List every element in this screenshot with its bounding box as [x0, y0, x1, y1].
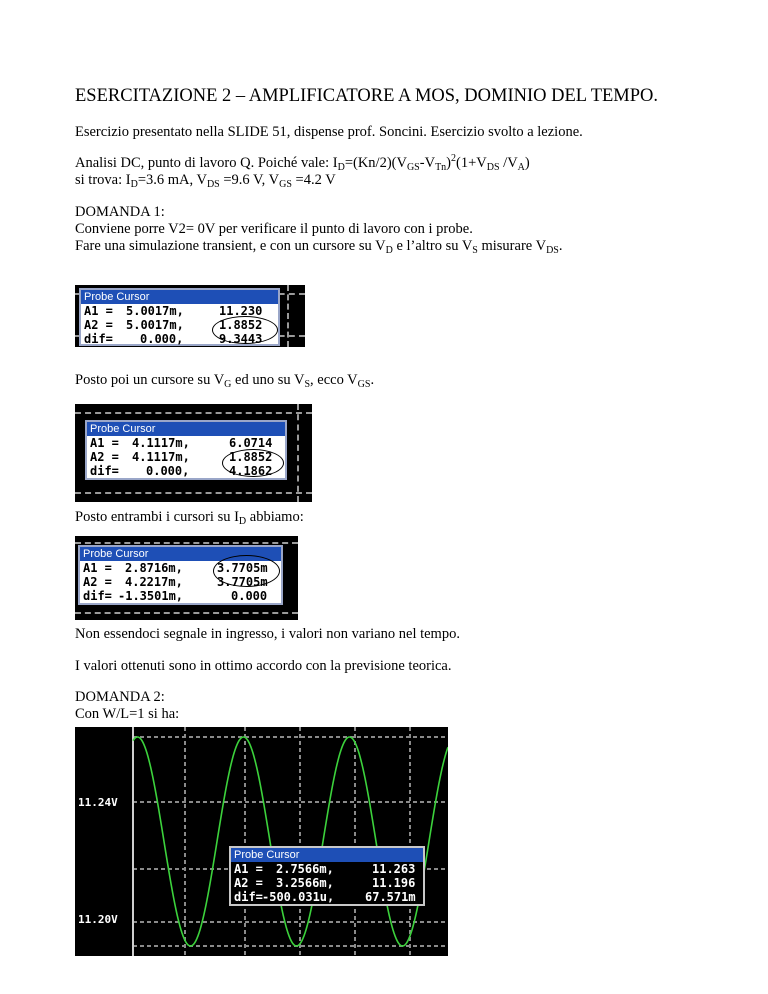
cursor-row-dif: dif= -1.3501m, 0.000 — [83, 589, 268, 603]
question-1-heading: DOMANDA 1: — [75, 204, 165, 220]
page-title: ESERCITAZIONE 2 – AMPLIFICATORE A MOS, DOMINIO DEL TEMPO. — [75, 86, 659, 106]
cursor-row-a1: A1 = 4.1117m, 6.0714 — [90, 436, 273, 450]
highlight-circle — [212, 316, 278, 344]
analysis-line-1: Analisi DC, punto di lavoro Q. Poiché vale: $I_D=(Kn/2)(V_{GS}-V_{Tn})^2(1+V_{DS}$ $/V_A$) — [75, 153, 530, 173]
highlight-circle — [213, 555, 280, 587]
probe-cursor-panel — [85, 420, 287, 480]
cursor-row-dif: dif= -500.031u, 67.571m — [234, 890, 416, 904]
probe-cursor-title: Probe Cursor — [231, 848, 423, 862]
probe-cursor-panel — [78, 545, 283, 605]
waveform-screenshot — [75, 727, 448, 956]
question-2-line-1: Con W/L=1 si ha: — [75, 706, 180, 722]
question-2-heading: DOMANDA 2: — [75, 689, 165, 705]
probe-cursor-title: Probe Cursor — [81, 290, 278, 304]
cursor-row-a2: A2 = 3.2566m, 11.196 — [234, 876, 416, 890]
highlight-circle — [222, 449, 284, 477]
probe-cursor-screenshot-1 — [75, 285, 305, 347]
question-1-line-2: Fare una simulazione transient, e con un cursore su $V_D$ e l’altro su $V_S$ misurare $V_{DS}$. — [75, 238, 563, 256]
note-no-signal: Non essendoci segnale in ingresso, i valori non variano nel tempo. — [75, 626, 460, 642]
y-axis-label-bottom: 11.20V — [78, 913, 118, 926]
cursor-row-a2: A2 = 4.2217m, 3.7705m — [83, 575, 268, 589]
cursor-row-a1: A1 = 5.0017m, 11.230 — [84, 304, 263, 318]
y-axis-label-top: 11.24V — [78, 796, 118, 809]
cursor-row-dif: dif= 0.000, 4.1862 — [90, 464, 273, 478]
note-agreement: I valori ottenuti sono in ottimo accordo con la previsione teorica. — [75, 658, 452, 674]
probe-cursor-screenshot-2 — [75, 404, 312, 502]
cursor-row-a2: A2 = 4.1117m, 1.8852 — [90, 450, 273, 464]
probe-cursor-title: Probe Cursor — [87, 422, 285, 436]
cursor-row-a1: A1 = 2.7566m, 11.263 — [234, 862, 416, 876]
probe-cursor-title: Probe Cursor — [80, 547, 281, 561]
question-1-line-1: Conviene porre V2= 0V per verificare il punto di lavoro con i probe. — [75, 221, 473, 237]
intro-text: Esercizio presentato nella SLIDE 51, dispense prof. Soncini. Esercizio svolto a lezione. — [75, 124, 583, 140]
cursor-row-dif: dif= 0.000, 9.3443 — [84, 332, 263, 346]
caption-vgs: Posto poi un cursore su $V_G$ ed uno su $V_S$, ecco $V_{GS}$. — [75, 372, 375, 390]
probe-cursor-panel — [229, 846, 425, 906]
sine-trace — [133, 737, 448, 946]
caption-id: Posto entrambi i cursori su $I_D$ abbiamo: — [75, 509, 304, 527]
cursor-row-a1: A1 = 2.8716m, 3.7705m — [83, 561, 268, 575]
cursor-row-a2: A2 = 5.0017m, 1.8852 — [84, 318, 263, 332]
probe-cursor-panel — [79, 288, 280, 346]
probe-cursor-screenshot-3 — [75, 536, 298, 620]
waveform-plot — [75, 727, 448, 956]
analysis-line-2: si trova: $I_D=3.6$ mA, $V_{DS} =9.6$ V, $V_{GS} =4.2$ V — [75, 172, 336, 190]
